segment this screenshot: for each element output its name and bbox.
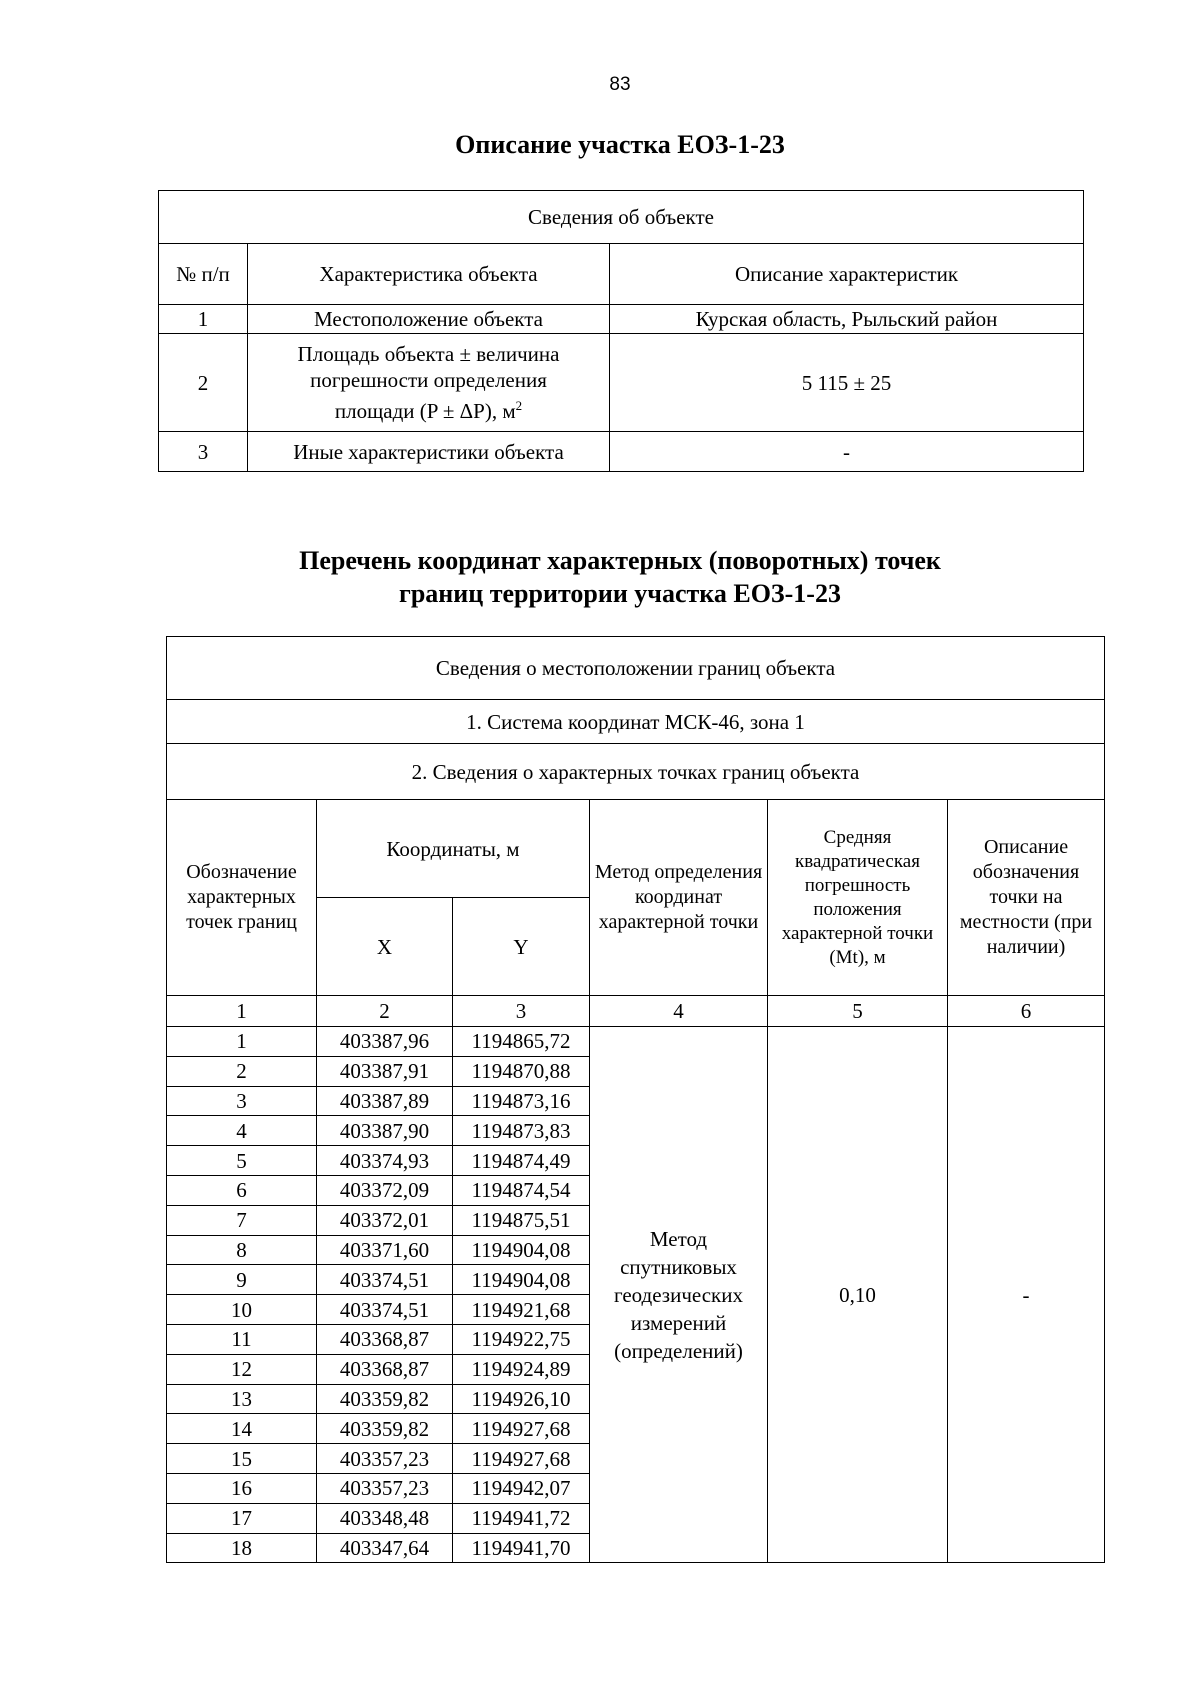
header-coordinates: Координаты, м (317, 800, 590, 898)
point-y: 1194924,89 (453, 1354, 590, 1384)
point-number: 12 (167, 1354, 317, 1384)
row-value: Курская область, Рыльский район (610, 305, 1084, 334)
point-number: 15 (167, 1444, 317, 1474)
page-title: Описание участка ЕОЗ-1-23 (455, 130, 785, 159)
point-number: 13 (167, 1384, 317, 1414)
column-number: 6 (948, 996, 1105, 1027)
point-x: 403387,90 (317, 1116, 453, 1146)
point-x: 403372,01 (317, 1205, 453, 1235)
row-characteristic: Иные характеристики объекта (248, 432, 610, 472)
point-number: 2 (167, 1056, 317, 1086)
header-designation: Обозначение характерных точек границ (167, 800, 317, 996)
point-x: 403348,48 (317, 1503, 453, 1533)
point-number: 4 (167, 1116, 317, 1146)
method-cell: Метод спутниковых геодезических измерений (определений) (590, 1027, 768, 1563)
point-y: 1194874,49 (453, 1146, 590, 1176)
point-x: 403387,89 (317, 1086, 453, 1116)
object-table-caption: Сведения об объекте (159, 191, 1084, 244)
header-error: Средняя квадратическая погрешность положения характерной точки (Mt), м (768, 800, 948, 996)
point-x: 403374,93 (317, 1146, 453, 1176)
header-method: Метод определения координат характерной точки (590, 800, 768, 996)
area-line-2: погрешности определения (310, 368, 547, 392)
location-description-cell: - (948, 1027, 1105, 1563)
column-number: 1 (167, 996, 317, 1027)
row-number: 2 (159, 334, 248, 432)
point-y: 1194926,10 (453, 1384, 590, 1414)
point-number: 16 (167, 1473, 317, 1503)
point-x: 403372,09 (317, 1175, 453, 1205)
coordinates-title-line-2: границ территории участка ЕОЗ-1-23 (399, 579, 841, 608)
area-line-1: Площадь объекта ± величина (297, 342, 560, 366)
row-number: 3 (159, 432, 248, 472)
coordinates-table (166, 636, 1105, 1563)
point-y: 1194873,16 (453, 1086, 590, 1116)
object-info-table (158, 190, 1084, 472)
coordinate-system: 1. Система координат МСК-46, зона 1 (167, 700, 1105, 744)
header-y: Y (453, 898, 590, 996)
coord-table-subcaption: 2. Сведения о характерных точках границ объекта (167, 744, 1105, 800)
header-description: Описание характеристик (610, 244, 1084, 305)
point-number: 11 (167, 1324, 317, 1354)
coord-table-caption: Сведения о местоположении границ объекта (167, 637, 1105, 700)
point-number: 5 (167, 1146, 317, 1176)
coordinates-title-line-1: Перечень координат характерных (поворотных) точек (299, 546, 941, 575)
point-x: 403357,23 (317, 1444, 453, 1474)
point-y: 1194904,08 (453, 1235, 590, 1265)
column-number: 3 (453, 996, 590, 1027)
row-value: 5 115 ± 25 (610, 334, 1084, 432)
point-y: 1194941,70 (453, 1533, 590, 1563)
point-number: 8 (167, 1235, 317, 1265)
points-body (167, 1027, 1105, 1563)
row-value: - (610, 432, 1084, 472)
table-row (167, 1027, 1105, 1057)
point-y: 1194942,07 (453, 1473, 590, 1503)
point-x: 403371,60 (317, 1235, 453, 1265)
column-number: 2 (317, 996, 453, 1027)
point-y: 1194904,08 (453, 1265, 590, 1295)
point-x: 403368,87 (317, 1324, 453, 1354)
column-number: 4 (590, 996, 768, 1027)
point-x: 403347,64 (317, 1533, 453, 1563)
point-y: 1194927,68 (453, 1414, 590, 1444)
point-number: 17 (167, 1503, 317, 1533)
point-y: 1194875,51 (453, 1205, 590, 1235)
page-number: 83 (609, 74, 631, 95)
point-number: 6 (167, 1175, 317, 1205)
coordinates-title (0, 544, 1200, 610)
header-x: X (317, 898, 453, 996)
point-number: 1 (167, 1027, 317, 1057)
point-x: 403374,51 (317, 1295, 453, 1325)
point-x: 403368,87 (317, 1354, 453, 1384)
header-number: № п/п (159, 244, 248, 305)
point-x: 403359,82 (317, 1414, 453, 1444)
header-characteristic: Характеристика объекта (248, 244, 610, 305)
point-y: 1194927,68 (453, 1444, 590, 1474)
area-line-3: площади (P ± ΔP), м (334, 399, 516, 423)
point-x: 403387,91 (317, 1056, 453, 1086)
error-cell: 0,10 (768, 1027, 948, 1563)
row-characteristic: Местоположение объекта (248, 305, 610, 334)
point-y: 1194865,72 (453, 1027, 590, 1057)
area-unit-superscript: 2 (515, 398, 523, 413)
point-number: 14 (167, 1414, 317, 1444)
point-number: 10 (167, 1295, 317, 1325)
point-y: 1194870,88 (453, 1056, 590, 1086)
point-y: 1194941,72 (453, 1503, 590, 1533)
point-x: 403359,82 (317, 1384, 453, 1414)
point-x: 403357,23 (317, 1473, 453, 1503)
point-y: 1194873,83 (453, 1116, 590, 1146)
column-number: 5 (768, 996, 948, 1027)
header-location-description: Описание обозначения точки на местности (при наличии) (948, 800, 1105, 996)
point-y: 1194874,54 (453, 1175, 590, 1205)
point-x: 403374,51 (317, 1265, 453, 1295)
row-number: 1 (159, 305, 248, 334)
point-y: 1194922,75 (453, 1324, 590, 1354)
row-characteristic (248, 334, 610, 432)
point-x: 403387,96 (317, 1027, 453, 1057)
point-number: 3 (167, 1086, 317, 1116)
point-number: 9 (167, 1265, 317, 1295)
point-y: 1194921,68 (453, 1295, 590, 1325)
point-number: 7 (167, 1205, 317, 1235)
point-number: 18 (167, 1533, 317, 1563)
